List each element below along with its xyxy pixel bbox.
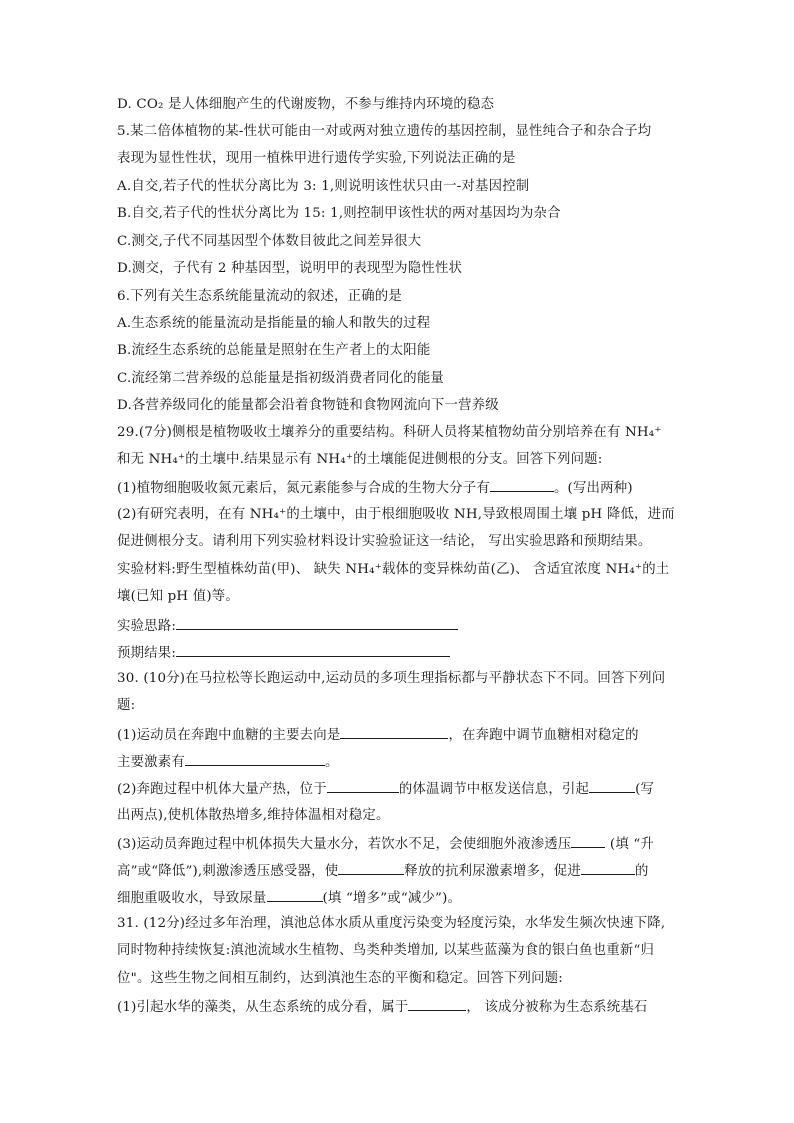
question-4-option-d: D. CO₂ 是人体细胞产生的代谢废物，不参与维持内环境的稳态 xyxy=(117,97,495,112)
question-31-stem-line-1: 31. (12分)经过多年治理，滇池总体水质从重度污染变为轻度污染，水华发生频次快速下降, xyxy=(117,916,666,931)
question-5-option-c: C.测交,子代不同基因型个体数目彼此之间差异很大 xyxy=(117,234,422,249)
question-5-stem-line-1: 5.某二倍体植物的某-性状可能由一对或两对独立遗传的基因控制，显性纯合子和杂合子均 xyxy=(117,124,652,139)
question-31-part-1: (1)引起水华的藻类，从生态系统的成分看，属于 ， 该成分被称为生态系统基石 xyxy=(117,997,648,1017)
question-6-option-a: A.生态系统的能量流动是指能量的输人和散失的过程 xyxy=(117,316,431,331)
question-30-part-2-line-1: (2)奔跑过程中机体大量产热，位于 的体温调节中枢发送信息，引起 (写 xyxy=(117,779,654,799)
question-30-part-3-line-1: (3)运动员奔跑过程中机体损失大量水分，若饮水不足，会使细胞外液渗透压 (填 “升 xyxy=(117,834,654,854)
question-30-part-1-line-2: 主要激素有 。 xyxy=(117,752,339,772)
question-29-stem-line-1: 29.(7分)侧根是植物吸收土壤养分的重要结构。科研人员将某植物幼苗分别培养在有 NH₄⁺ xyxy=(117,425,662,440)
answer-blank[interactable] xyxy=(490,478,554,492)
question-30-part-1-line-1: (1)运动员在奔跑中血糖的主要去向是 ，在奔跑中调节血糖相对稳定的 xyxy=(117,725,639,745)
question-30-part-3-line-2: 高”或“降低”),刺激渗透压感受器，使 释放的抗利尿激素增多，促进 的 xyxy=(117,861,649,881)
question-30-part-2-line-2: 出两点),使机体散热增多,维持体温相对稳定。 xyxy=(117,808,390,823)
question-29-expected-result: 预期结果: xyxy=(117,643,450,663)
answer-blank[interactable] xyxy=(327,779,399,793)
answer-blank[interactable] xyxy=(338,861,404,875)
answer-blank[interactable] xyxy=(581,861,635,875)
question-29-materials-line-2: 壤(已知 pH 值)等。 xyxy=(117,589,239,604)
question-29-stem-line-2: 和无 NH₄⁺的土壤中.结果显示有 NH₄⁺的土壤能促进侧根的分支。回答下列问题: xyxy=(117,452,603,467)
answer-blank[interactable] xyxy=(176,616,458,630)
question-30-stem-line-1: 30. (10分)在马拉松等长跑运动中,运动员的多项生理指标都与平静状态下不同。回答下列问 xyxy=(117,671,666,686)
question-31-stem-line-2: 同时物种持续恢复:滇池流域水生植物、鸟类种类增加, 以某些蓝藻为食的银白鱼也重新“归 xyxy=(117,943,655,958)
question-29-experiment-idea: 实验思路: xyxy=(117,616,458,636)
question-30-part-3-line-3: 细胞重吸收水，导致尿量 (填 “增多”或“减少”)。 xyxy=(117,888,461,908)
answer-blank[interactable] xyxy=(267,888,323,902)
answer-blank[interactable] xyxy=(176,643,450,657)
question-29-part-2-line-2: 促进侧根分支。请利用下列实验材料设计实验验证这一结论， 写出实验思路和预期结果。 xyxy=(117,534,652,549)
answer-blank[interactable] xyxy=(185,752,325,766)
question-5-option-d: D.测交，子代有 2 种基因型，说明甲的表现型为隐性性状 xyxy=(117,261,463,276)
question-29-materials-line-1: 实验材料:野生型植株幼苗(甲)、 缺失 NH₄⁺载体的变异株幼苗(乙)、 含适宜浓度 NH₄⁺的土 xyxy=(117,562,670,577)
answer-blank[interactable] xyxy=(340,725,448,739)
question-6-option-c: C.流经第二营养级的总能量是指初级消费者同化的能量 xyxy=(117,371,445,386)
question-29-part-1: (1)植物细胞吸收氮元素后，氮元素能参与合成的生物大分子有 。(写出两种) xyxy=(117,478,633,498)
question-5-stem-line-2: 表现为显性性状，现用一植株甲进行遗传学实验,下列说法正确的是 xyxy=(117,151,516,166)
answer-blank[interactable] xyxy=(408,997,466,1011)
answer-blank[interactable] xyxy=(571,834,605,848)
question-6-option-d: D.各营养级同化的能量都会沿着食物链和食物网流向下一营养级 xyxy=(117,398,499,413)
question-31-stem-line-3: 位"。这些生物之间相互制约，达到滇池生态的平衡和稳定。回答下列问题: xyxy=(117,971,563,986)
question-6-option-b: B.流经生态系统的总能量是照射在生产者上的太阳能 xyxy=(117,343,431,358)
question-29-part-2-line-1: (2)有研究表明，在有 NH₄⁺的土壤中，由于根细胞吸收 NH,导致根周围土壤 pH 降低，进而 xyxy=(117,507,675,522)
question-6-stem: 6.下列有关生态系统能量流动的叙述，正确的是 xyxy=(117,289,402,304)
question-5-option-b: B.自交,若子代的性状分离比为 15: 1,则控制甲该性状的两对基因均为杂合 xyxy=(117,206,561,221)
question-5-option-a: A.自交,若子代的性状分离比为 3: 1,则说明该性状只由一-对基因控制 xyxy=(117,179,530,194)
answer-blank[interactable] xyxy=(589,779,635,793)
question-30-stem-line-2: 题: xyxy=(117,698,136,713)
